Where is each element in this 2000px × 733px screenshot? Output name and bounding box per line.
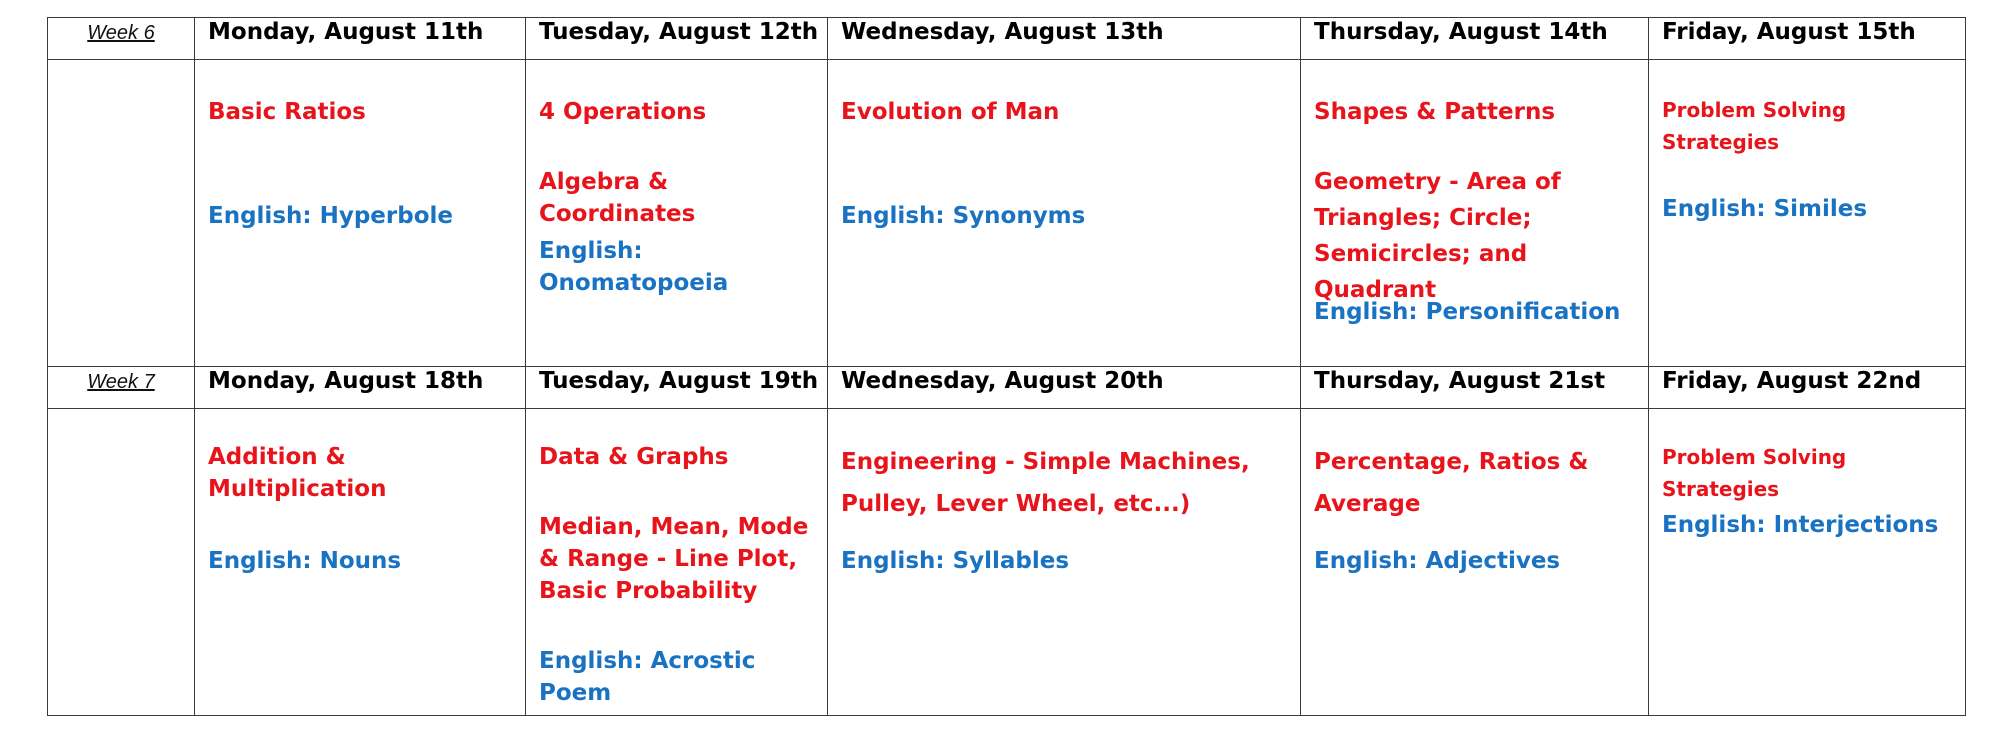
week7-content-row — [48, 409, 1966, 716]
topic-item: Shapes & Patterns — [1314, 99, 1556, 125]
week6-label: Week 6 — [48, 18, 195, 60]
week6-wednesday-header: Wednesday, August 13th — [828, 18, 1301, 60]
week6-thursday-header: Thursday, August 14th — [1301, 18, 1649, 60]
topic-item: English: Synonyms — [841, 203, 1086, 229]
topic-item: Basic Ratios — [208, 99, 366, 125]
week6-monday-header: Monday, August 11th — [195, 18, 526, 60]
topic-item: Geometry - Area of Triangles; Circle; Semicircles; and Quadrant — [1314, 169, 1561, 303]
topic-item: English: Onomatopoeia — [539, 238, 729, 296]
week7-monday-cell — [195, 409, 526, 716]
week7-tuesday-header: Tuesday, August 19th — [526, 367, 828, 409]
topic-item: English: Acrostic Poem — [539, 648, 756, 706]
week6-thursday-cell — [1301, 60, 1649, 367]
topic-item: 4 Operations — [539, 99, 707, 125]
topic-item: Problem Solving Strategies — [1662, 445, 1847, 501]
week7-tuesday-cell — [526, 409, 828, 716]
schedule-table — [47, 17, 1966, 716]
week6-tuesday-cell — [526, 60, 828, 367]
topic-item: English: Interjections — [1662, 512, 1939, 538]
topic-item: English: Adjectives — [1314, 548, 1561, 574]
week7-friday-cell — [1649, 409, 1966, 716]
topic-item: English: Personification — [1314, 299, 1621, 325]
topic-item: Evolution of Man — [841, 99, 1060, 125]
topic-item: Data & Graphs — [539, 444, 729, 470]
topic-item: Problem Solving Strategies — [1662, 98, 1847, 154]
week7-wednesday-cell — [828, 409, 1301, 716]
topic-item: Addition & Multiplication — [208, 444, 387, 502]
topic-item: English: Hyperbole — [208, 203, 453, 229]
topic-item: English: Syllables — [841, 548, 1070, 574]
week6-content-row — [48, 60, 1966, 367]
week6-header-row — [48, 18, 1966, 60]
week6-wednesday-cell — [828, 60, 1301, 367]
week7-thursday-cell — [1301, 409, 1649, 716]
week6-empty-cell — [48, 60, 195, 367]
week7-empty-cell — [48, 409, 195, 716]
week7-thursday-header: Thursday, August 21st — [1301, 367, 1649, 409]
week6-monday-cell — [195, 60, 526, 367]
week7-monday-header: Monday, August 18th — [195, 367, 526, 409]
week7-wednesday-header: Wednesday, August 20th — [828, 367, 1301, 409]
week6-friday-cell — [1649, 60, 1966, 367]
topic-item: English: Similes — [1662, 196, 1868, 222]
topic-item: Algebra & Coordinates — [539, 169, 696, 227]
week6-tuesday-header: Tuesday, August 12th — [526, 18, 828, 60]
topic-item: Percentage, Ratios & Average — [1314, 449, 1589, 517]
topic-item: Engineering - Simple Machines, Pulley, Lever Wheel, etc...) — [841, 449, 1250, 517]
topic-item: Median, Mean, Mode & Range - Line Plot, Basic Probability — [539, 514, 809, 604]
week7-label: Week 7 — [48, 367, 195, 409]
topic-item: English: Nouns — [208, 548, 402, 574]
week7-friday-header: Friday, August 22nd — [1649, 367, 1966, 409]
week7-header-row — [48, 367, 1966, 409]
week6-friday-header: Friday, August 15th — [1649, 18, 1966, 60]
